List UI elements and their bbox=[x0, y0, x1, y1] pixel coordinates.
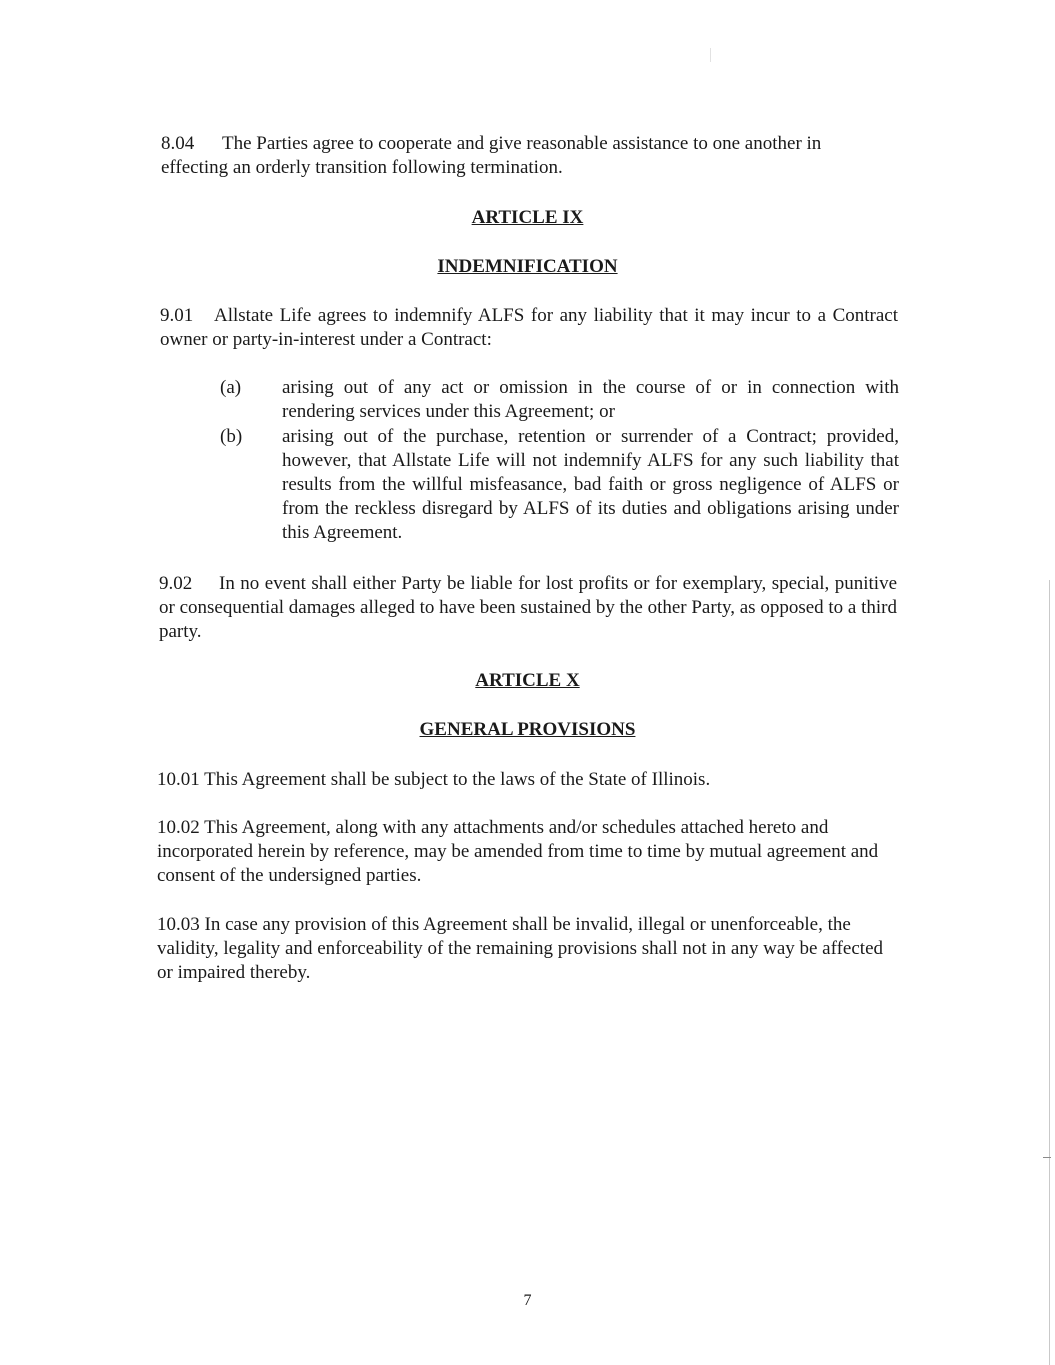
section-text: In no event shall either Party be liable for lost profits or for exemplary, special, punitive or consequential damages alleged to have been sustained by the other Party, as opposed to a third party. bbox=[159, 573, 897, 642]
section-10-03 bbox=[157, 913, 892, 985]
item-text: arising out of the purchase, retention or surrender of a Contract; provided, however, that Allstate Life will not indemnify ALFS for any such liability that results from the willful misfeasance, bad faith or gross negligence of ALFS or from the reckless disregard by ALFS of its duties and obligations arising under this Agreement. bbox=[282, 426, 899, 543]
section-8-04 bbox=[161, 132, 876, 180]
list-item-a bbox=[220, 376, 900, 424]
section-9-02 bbox=[159, 572, 897, 644]
item-label: (b) bbox=[220, 426, 243, 447]
section-text: The Parties agree to cooperate and give reasonable assistance to one another in effecting an orderly transition following termination. bbox=[161, 133, 822, 178]
general-provisions-heading: GENERAL PROVISIONS bbox=[419, 719, 636, 740]
section-number: 9.02 bbox=[159, 573, 193, 594]
section-text: This Agreement shall be subject to the laws of the State of Illinois. bbox=[204, 769, 711, 790]
section-number: 10.02 bbox=[157, 817, 200, 838]
section-text: In case any provision of this Agreement shall be invalid, illegal or unenforceable, the validity, legality and enforceability of the remaining provisions shall not in any way be affected or impaired thereby. bbox=[157, 914, 884, 983]
article-ix-heading: ARTICLE IX bbox=[471, 207, 584, 228]
item-text: arising out of any act or omission in the course of or in connection with rendering services under this Agreement; or bbox=[282, 377, 899, 422]
scan-speck bbox=[710, 48, 711, 62]
page-number: 7 bbox=[523, 1292, 532, 1309]
section-10-02 bbox=[157, 816, 892, 888]
section-9-01 bbox=[160, 304, 898, 352]
scan-edge-line bbox=[1049, 580, 1050, 1365]
section-number: 10.03 bbox=[157, 914, 200, 935]
section-number: 9.01 bbox=[160, 305, 194, 326]
section-text: Allstate Life agrees to indemnify ALFS for any liability that it may incur to a Contract owner or party-in-interest under a Contract: bbox=[160, 305, 898, 350]
article-x-heading: ARTICLE X bbox=[475, 670, 580, 691]
section-number: 10.01 bbox=[157, 769, 200, 790]
scan-edge-mark bbox=[1043, 1157, 1051, 1158]
section-number: 8.04 bbox=[161, 133, 195, 154]
indemnification-heading: INDEMNIFICATION bbox=[437, 256, 618, 277]
item-label: (a) bbox=[220, 377, 242, 398]
list-item-b bbox=[220, 425, 900, 545]
section-text: This Agreement, along with any attachments and/or schedules attached hereto and incorporated herein by reference, may be amended from time to time by mutual agreement and consent of the undersigned parties. bbox=[157, 817, 879, 886]
section-10-01 bbox=[157, 768, 897, 792]
